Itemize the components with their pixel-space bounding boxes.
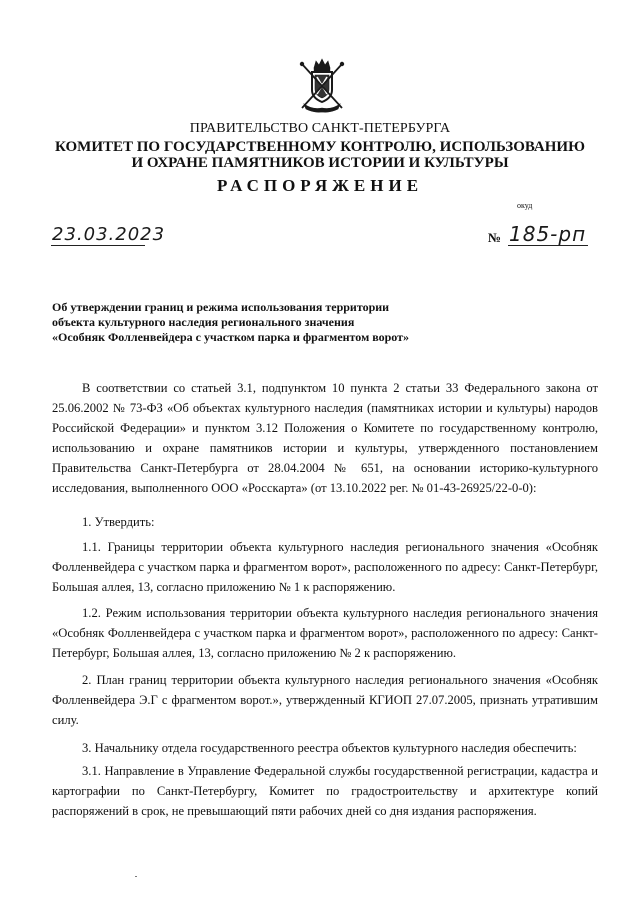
government-name: ПРАВИТЕЛЬСТВО САНКТ-ПЕТЕРБУРГА xyxy=(189,121,451,136)
paragraph-item-3: 3. Начальнику отдела государственного реестра объектов культурного наследия обеспечить: xyxy=(82,741,577,755)
subject-line-1: Об утверждении границ и режима использования территории xyxy=(52,300,390,314)
okud-label: окуд xyxy=(517,201,533,210)
committee-name xyxy=(0,139,640,171)
coat-of-arms-icon xyxy=(296,56,348,114)
document-type-title: РАСПОРЯЖЕНИЕ xyxy=(216,176,424,195)
document-date: 23.03.2023 xyxy=(52,224,166,245)
subject-line-2: объекта культурного наследия регионального значения xyxy=(52,315,355,329)
document-subject xyxy=(52,300,472,345)
subject-line-3: «Особняк Фолленвейдера с участком парка и фрагментом ворот» xyxy=(52,330,410,344)
paragraph-item-3-1: 3.1. Направление в Управление Федеральной службы государственной регистрации, кадастра и картографии по Санкт-Петербургу, Комитет по градостроительству и архитектуре копий распоряжений в срок, не превышающий пяти рабочих дней со дня издания распоряжения. xyxy=(52,764,598,818)
paragraph-item-1-1: 1.1. Границы территории объекта культурного наследия регионального значения «Особняк Фолленвейдера с участком парка и фрагментом ворот», расположенного по адресу: Санкт-Петербург, Большая аллея, 13, согласно приложению № 1 к распоряжению. xyxy=(52,540,598,594)
paragraph-item-1: 1. Утвердить: xyxy=(82,515,155,529)
paragraph-item-2: 2. План границ территории объекта культурного наследия регионального значения «Особняк Фолленвейдера Э.Г с фрагментом ворот.», утвержденный КГИОП 27.07.2005, признать утратившим силу. xyxy=(52,673,598,727)
paragraph-preamble: В соответствии со статьей 3.1, подпунктом 10 пункта 2 статьи 33 Федерального закона от 25.06.2002 № 73-ФЗ «Об объектах культурного наследия (памятниках истории и культуры) народов Российской Федерации» и пунктом 3.12 Положения о Комитете по государственному контролю, использованию и охране памятников истории и культуры, утвержденного постановлением Правительства Санкт-Петербурга от 28.04.2004 № 651, на основании историко-культурного исследования, выполненного ООО «Росскарта» (от 13.10.2022 рег. № 01-43-26925/22-0-0): xyxy=(52,381,598,495)
date-underline xyxy=(51,245,145,246)
scan-speck xyxy=(135,876,137,877)
number-underline xyxy=(508,245,588,246)
committee-line-2: И ОХРАНЕ ПАМЯТНИКОВ ИСТОРИИ И КУЛЬТУРЫ xyxy=(131,155,509,171)
committee-line-1: КОМИТЕТ ПО ГОСУДАРСТВЕННОМУ КОНТРОЛЮ, ИСПОЛЬЗОВАНИЮ xyxy=(55,139,585,155)
document-number: 185-рп xyxy=(509,222,587,246)
paragraph-item-1-2: 1.2. Режим использования территории объекта культурного наследия регионального значения «Особняк Фолленвейдера с участком парка и фрагментом ворот», расположенного по адресу: Санкт-Петербург, Большая аллея, 13, согласно приложению № 2 к распоряжению. xyxy=(52,606,598,660)
number-sign: № xyxy=(488,230,502,245)
